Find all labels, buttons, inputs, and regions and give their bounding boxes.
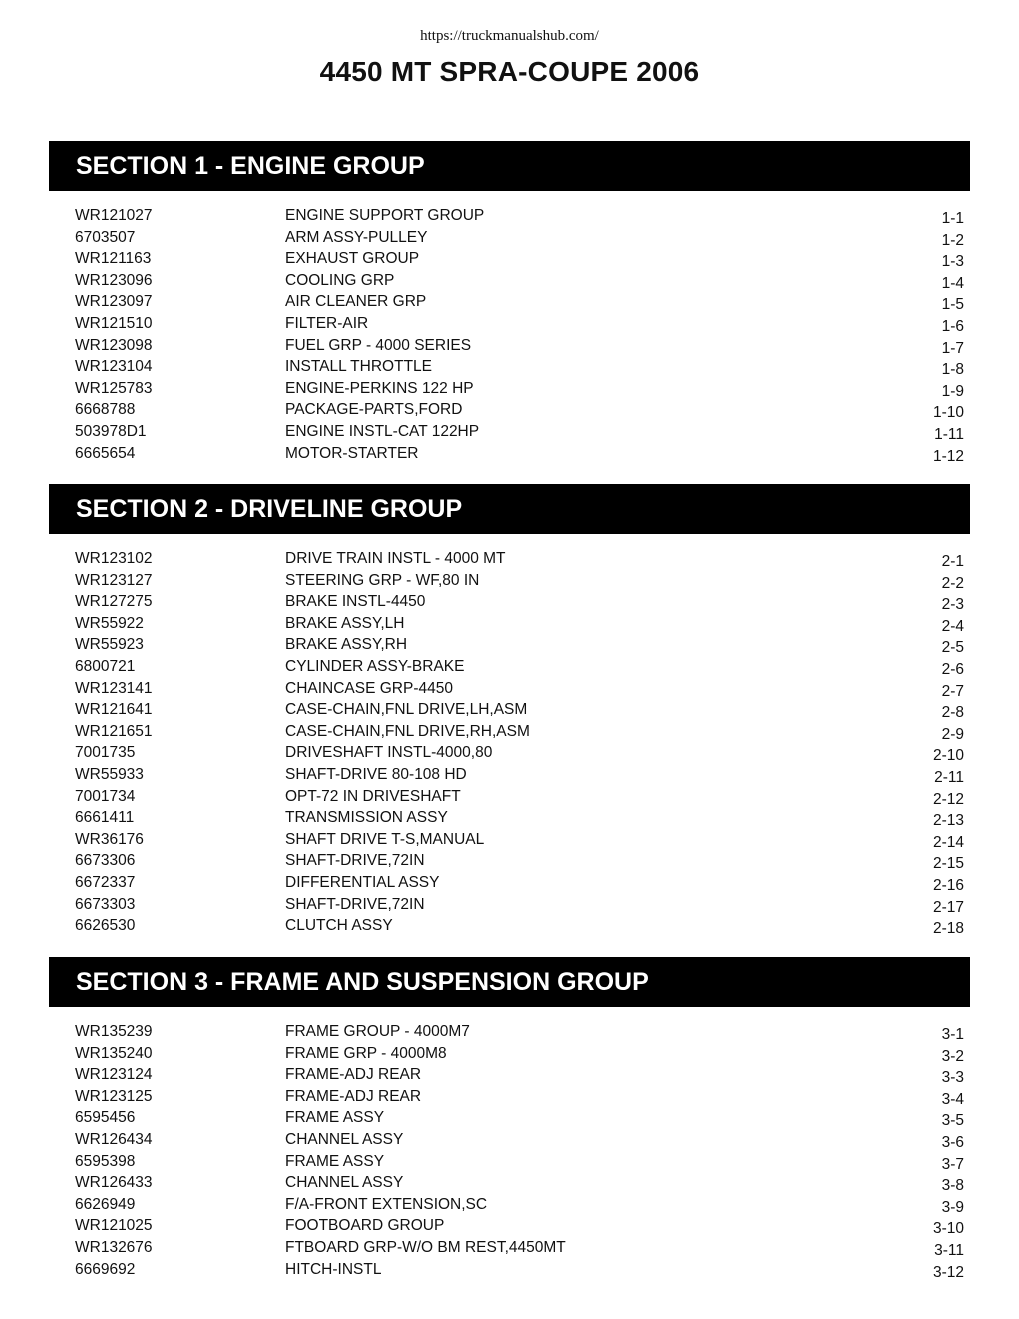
list-item <box>49 443 970 465</box>
part-description: ENGINE SUPPORT GROUP <box>285 207 485 224</box>
list-item <box>49 378 970 400</box>
page-reference: 3-5 <box>941 1112 964 1130</box>
part-number: 6595456 <box>75 1109 136 1127</box>
part-description: FILTER-AIR <box>285 314 369 332</box>
page-reference: 1-2 <box>941 231 964 249</box>
list-item <box>49 915 970 937</box>
part-number: WR123125 <box>75 1087 153 1105</box>
part-number: WR132676 <box>75 1238 153 1256</box>
list-item <box>49 1086 970 1108</box>
part-number: WR121651 <box>75 722 153 740</box>
list-item <box>49 1194 970 1216</box>
page-reference: 2-14 <box>932 833 964 851</box>
part-description: HITCH-INSTL <box>285 1260 382 1278</box>
part-number: WR123096 <box>75 271 153 289</box>
part-number: WR123097 <box>75 293 153 311</box>
page-reference: 3-1 <box>941 1026 964 1043</box>
page-reference: 2-11 <box>934 768 964 786</box>
part-description: DRIVESHAFT INSTL-4000,80 <box>285 744 493 762</box>
part-number: WR55923 <box>75 636 144 654</box>
page-reference: 1-3 <box>941 253 964 271</box>
page-reference: 1-10 <box>932 404 964 422</box>
part-description: CHANNEL ASSY <box>285 1174 404 1192</box>
page-reference: 2-5 <box>941 639 964 657</box>
page-reference: 2-16 <box>932 876 964 894</box>
list-item <box>49 721 970 743</box>
page-reference: 1-7 <box>941 339 964 357</box>
list-item <box>49 678 970 700</box>
part-number: 6668788 <box>75 401 136 419</box>
part-number: WR123102 <box>75 550 153 567</box>
list-item <box>49 1064 970 1086</box>
page-reference: 3-11 <box>934 1241 964 1259</box>
list-item <box>49 1215 970 1237</box>
part-number: WR121510 <box>75 314 153 332</box>
page-reference: 2-2 <box>941 574 964 592</box>
part-number: 6669692 <box>75 1260 136 1278</box>
page-reference: 1-5 <box>941 296 964 314</box>
page-reference: 2-13 <box>932 812 964 830</box>
section-heading: SECTION 1 - ENGINE GROUP <box>49 141 970 191</box>
part-description: FTBOARD GRP-W/O BM REST,4450MT <box>285 1238 566 1256</box>
part-description: CLUTCH ASSY <box>285 917 393 935</box>
part-number: WR126433 <box>75 1174 153 1192</box>
list-item <box>49 850 970 872</box>
list-item <box>49 807 970 829</box>
page-reference: 3-9 <box>941 1198 964 1216</box>
section-driveline-group <box>49 484 970 937</box>
page-reference: 2-1 <box>941 553 964 570</box>
page-reference: 2-6 <box>941 660 964 678</box>
list-item <box>49 1129 970 1151</box>
page-reference: 3-12 <box>932 1263 964 1281</box>
part-description: DIFFERENTIAL ASSY <box>285 873 440 891</box>
part-number: WR36176 <box>75 830 144 848</box>
list-item <box>49 356 970 378</box>
list-item <box>49 248 970 270</box>
part-number: 7001734 <box>75 787 136 805</box>
part-description: OPT-72 IN DRIVESHAFT <box>285 787 461 805</box>
document-title: 4450 MT SPRA-COUPE 2006 <box>319 56 700 87</box>
list-item <box>49 1021 970 1043</box>
part-number: WR123098 <box>75 336 153 354</box>
part-description: CYLINDER ASSY-BRAKE <box>285 657 465 675</box>
list-item <box>49 742 970 764</box>
page-reference: 3-10 <box>932 1220 964 1238</box>
list-item <box>49 313 970 335</box>
page-reference: 3-4 <box>941 1090 964 1108</box>
part-number: WR123127 <box>75 571 153 589</box>
section-heading: SECTION 3 - FRAME AND SUSPENSION GROUP <box>49 957 970 1007</box>
part-number: WR125783 <box>75 379 153 397</box>
list-item <box>49 872 970 894</box>
part-number: WR135240 <box>75 1044 153 1062</box>
part-number: WR123104 <box>75 358 153 376</box>
list-item <box>49 764 970 786</box>
list-item <box>49 205 970 227</box>
part-description: BRAKE ASSY,LH <box>285 614 405 632</box>
list-item <box>49 227 970 249</box>
part-number: WR126434 <box>75 1130 153 1148</box>
page-reference: 2-17 <box>932 898 964 916</box>
page-reference: 3-8 <box>941 1177 964 1195</box>
list-item <box>49 894 970 916</box>
section-frame-suspension-group <box>49 957 970 1280</box>
list-item <box>49 829 970 851</box>
part-number: 503978D1 <box>75 422 147 440</box>
part-description: FRAME GRP - 4000M8 <box>285 1044 447 1062</box>
part-description: MOTOR-STARTER <box>285 444 419 462</box>
part-number: 6673303 <box>75 895 136 913</box>
part-description: SHAFT DRIVE T-S,MANUAL <box>285 830 485 848</box>
list-item <box>49 656 970 678</box>
part-description: EXHAUST GROUP <box>285 250 420 268</box>
part-description: PACKAGE-PARTS,FORD <box>285 401 463 419</box>
part-description: FOOTBOARD GROUP <box>285 1217 445 1235</box>
list-item <box>49 1172 970 1194</box>
page-reference: 1-12 <box>932 447 964 465</box>
part-number: WR121641 <box>75 701 153 719</box>
part-description: AIR CLEANER GRP <box>285 293 427 311</box>
part-number: WR121163 <box>75 250 152 268</box>
part-number: WR123141 <box>75 679 153 697</box>
part-description: FRAME ASSY <box>285 1152 385 1170</box>
list-item <box>49 613 970 635</box>
page-reference: 3-2 <box>941 1047 964 1065</box>
list-item <box>49 1043 970 1065</box>
part-number: 7001735 <box>75 744 136 762</box>
parts-list <box>49 548 970 937</box>
part-number: WR127275 <box>75 593 153 611</box>
part-number: 6595398 <box>75 1152 136 1170</box>
list-item <box>49 335 970 357</box>
part-description: ENGINE INSTL-CAT 122HP <box>285 422 480 440</box>
page-reference: 1-1 <box>941 210 964 227</box>
part-description: CHAINCASE GRP-4450 <box>285 679 453 697</box>
part-description: ENGINE-PERKINS 122 HP <box>285 379 474 397</box>
page-reference: 1-9 <box>941 382 964 400</box>
list-item <box>49 1151 970 1173</box>
part-description: FRAME-ADJ REAR <box>285 1066 422 1084</box>
page-reference: 1-4 <box>941 274 964 292</box>
part-description: FUEL GRP - 4000 SERIES <box>285 336 472 354</box>
part-number: 6665654 <box>75 444 136 462</box>
part-description: F/A-FRONT EXTENSION,SC <box>285 1195 488 1213</box>
list-item <box>49 1107 970 1129</box>
part-number: 6672337 <box>75 873 136 891</box>
list-item <box>49 570 970 592</box>
part-description: CASE-CHAIN,FNL DRIVE,LH,ASM <box>285 701 528 719</box>
section-engine-group <box>49 141 970 464</box>
list-item <box>49 291 970 313</box>
parts-list <box>49 1021 970 1280</box>
page-reference: 3-7 <box>941 1155 964 1173</box>
part-number: 6661411 <box>75 809 135 827</box>
list-item <box>49 1259 970 1281</box>
part-description: DRIVE TRAIN INSTL - 4000 MT <box>285 550 506 567</box>
page-reference: 1-11 <box>934 425 964 443</box>
part-description: INSTALL THROTTLE <box>285 358 432 376</box>
part-number: 6703507 <box>75 228 136 246</box>
part-description: FRAME ASSY <box>285 1109 385 1127</box>
part-description: FRAME-ADJ REAR <box>285 1087 422 1105</box>
list-item <box>49 634 970 656</box>
list-item <box>49 1237 970 1259</box>
page-reference: 3-6 <box>941 1133 964 1151</box>
part-description: SHAFT-DRIVE,72IN <box>285 852 425 870</box>
part-description: SHAFT-DRIVE,72IN <box>285 895 425 913</box>
list-item <box>49 399 970 421</box>
part-number: WR55933 <box>75 765 144 783</box>
part-description: COOLING GRP <box>285 271 395 289</box>
page-reference: 3-3 <box>941 1069 964 1087</box>
part-number: WR55922 <box>75 614 144 632</box>
source-url: https://truckmanualshub.com/ <box>420 28 599 44</box>
page-reference: 1-8 <box>941 361 964 379</box>
part-number: 6626949 <box>75 1195 136 1213</box>
page-reference: 1-6 <box>941 317 964 335</box>
part-description: CHANNEL ASSY <box>285 1130 404 1148</box>
list-item <box>49 270 970 292</box>
part-number: WR121027 <box>75 207 153 224</box>
list-item <box>49 421 970 443</box>
part-description: TRANSMISSION ASSY <box>285 809 448 827</box>
section-heading: SECTION 2 - DRIVELINE GROUP <box>49 484 970 534</box>
part-number: 6626530 <box>75 917 136 935</box>
page-reference: 2-4 <box>941 617 964 635</box>
part-number: 6800721 <box>75 657 136 675</box>
page-reference: 2-18 <box>932 920 964 938</box>
part-number: WR135239 <box>75 1023 153 1040</box>
part-description: CASE-CHAIN,FNL DRIVE,RH,ASM <box>285 722 530 740</box>
page-reference: 2-12 <box>932 790 964 808</box>
part-description: BRAKE ASSY,RH <box>285 636 408 654</box>
list-item <box>49 699 970 721</box>
list-item <box>49 591 970 613</box>
part-description: FRAME GROUP - 4000M7 <box>285 1023 470 1040</box>
page-reference: 2-15 <box>932 855 964 873</box>
part-description: BRAKE INSTL-4450 <box>285 593 426 611</box>
page-reference: 2-3 <box>941 596 964 614</box>
list-item <box>49 548 970 570</box>
part-description: STEERING GRP - WF,80 IN <box>285 571 480 589</box>
page-reference: 2-7 <box>941 682 964 700</box>
part-number: WR121025 <box>75 1217 153 1235</box>
page-reference: 2-10 <box>932 747 964 765</box>
parts-list <box>49 205 970 464</box>
page-reference: 2-9 <box>941 725 964 743</box>
part-number: 6673306 <box>75 852 136 870</box>
part-description: SHAFT-DRIVE 80-108 HD <box>285 765 467 783</box>
part-number: WR123124 <box>75 1066 153 1084</box>
list-item <box>49 786 970 808</box>
part-description: ARM ASSY-PULLEY <box>285 228 428 246</box>
page-reference: 2-8 <box>941 704 964 722</box>
